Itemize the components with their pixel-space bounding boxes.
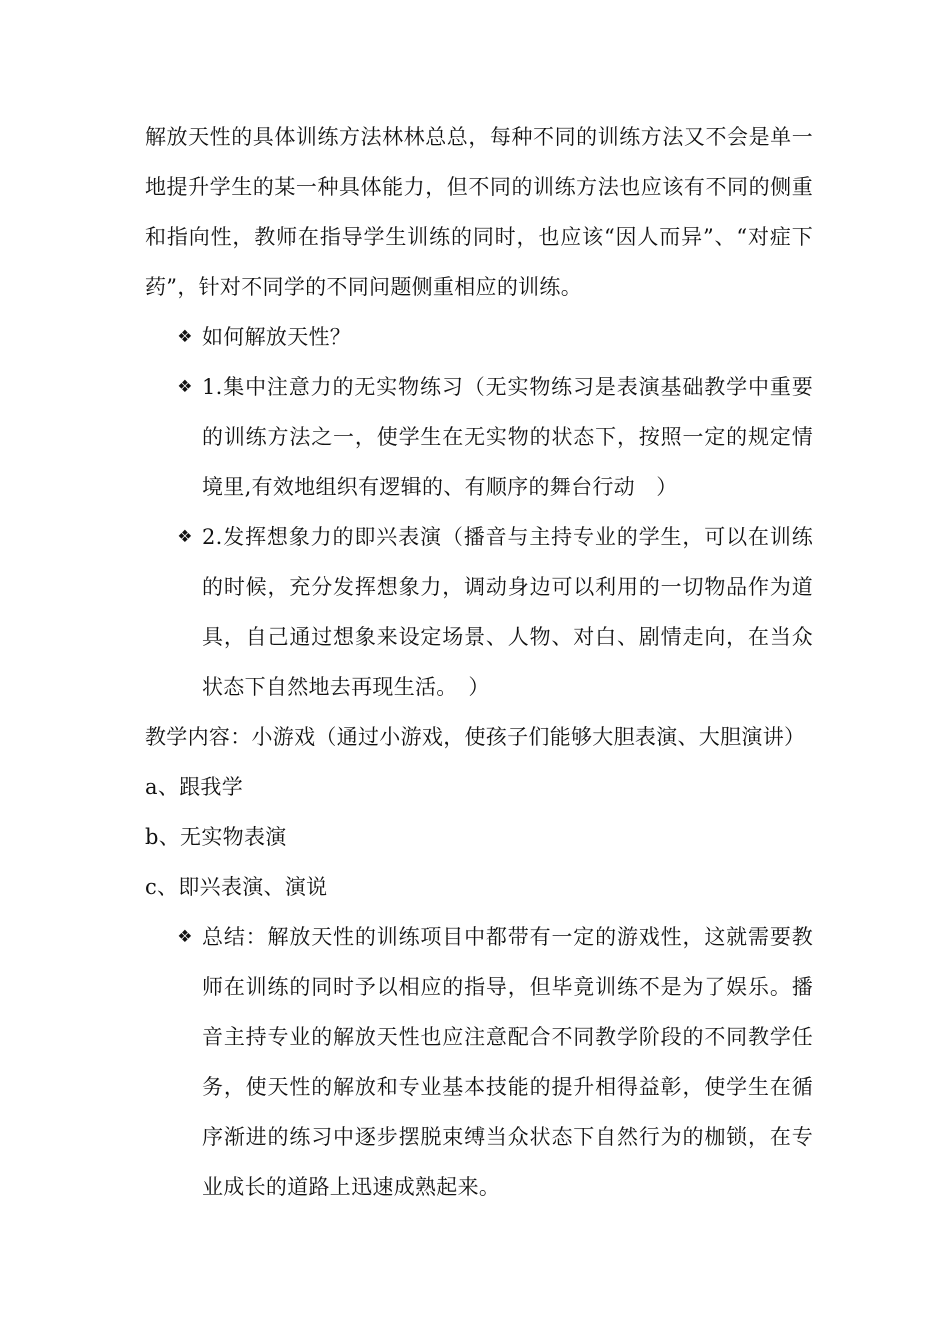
summary-bullet (145, 912, 813, 1212)
diamond-bullet-icon: ❖ (177, 377, 193, 397)
bullet-text: 1.集中注意力的无实物练习（无实物练习是表演基础教学中重要的训练方法之一，使学生在无实物的状态下，按照一定的规定情境里,有效地组织有逻辑的、有顺序的舞台行动 ） (202, 375, 813, 499)
diamond-bullet-icon: ❖ (177, 527, 193, 547)
intro-paragraph: 解放天性的具体训练方法林林总总，每种不同的训练方法又不会是单一地提升学生的某一种具体能力，但不同的训练方法也应该有不同的侧重和指向性，教师在指导学生训练的同时，也应该“因人而异”、“对症下药”，针对不同学的不同问题侧重相应的训练。 (145, 125, 813, 299)
diamond-bullet-icon: ❖ (177, 327, 193, 347)
document-body (145, 112, 813, 1212)
bullet-item (145, 312, 813, 362)
bullet-item (145, 362, 813, 512)
bullet-text: 2.发挥想象力的即兴表演（播音与主持专业的学生，可以在训练的时候，充分发挥想象力，调动身边可以利用的一切物品作为道具，自己通过想象来设定场景、人物、对白、剧情走向，在当众状态下自然地去再现生活。 ） (202, 525, 813, 699)
diamond-bullet-icon: ❖ (177, 927, 193, 947)
list-item: b、无实物表演 (145, 825, 287, 849)
bullet-text: 如何解放天性？ (202, 325, 352, 349)
list-item: c、即兴表演、演说 (145, 875, 328, 899)
teaching-content: 教学内容：小游戏（通过小游戏，使孩子们能够大胆表演、大胆演讲） (145, 725, 806, 749)
summary-text: 总结：解放天性的训练项目中都带有一定的游戏性，这就需要教师在训练的同时予以相应的指导，但毕竟训练不是为了娱乐。播音主持专业的解放天性也应注意配合不同教学阶段的不同教学任务，使天性的解放和专业基本技能的提升相得益彰，使学生在循序渐进的练习中逐步摆脱束缚当众状态下自然行为的枷锁，在专业成长的道路上迅速成熟起来。 (202, 925, 813, 1199)
list-item: a、跟我学 (145, 775, 244, 799)
bullet-item (145, 512, 813, 712)
